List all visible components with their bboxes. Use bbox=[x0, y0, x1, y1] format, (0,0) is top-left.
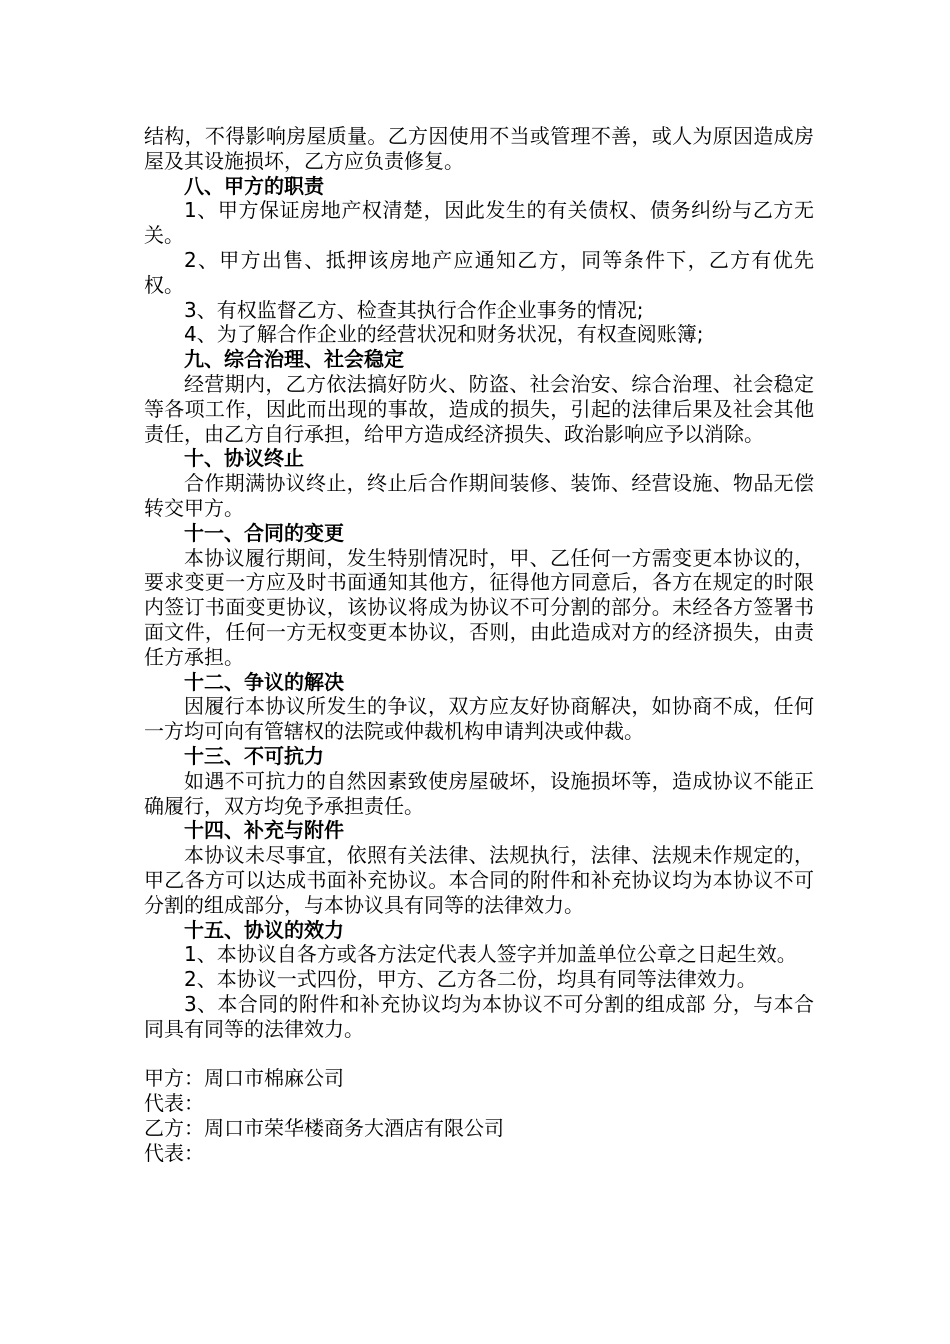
section-15-paragraph-3: 3、本合同的附件和补充协议均为本协议不可分割的组成部 分，与本合同具有同等的法律效力。 bbox=[144, 991, 814, 1041]
section-8-paragraph-4: 4、为了解合作企业的经营状况和财务状况，有权查阅账簿; bbox=[184, 322, 704, 347]
document-body bbox=[144, 124, 814, 1165]
section-11-paragraph-1: 本协议履行期间，发生特别情况时，甲、乙任何一方需变更本协议的，要求变更一方应及时书面通知其他方，征得他方同意后，各方在规定的时限内签订书面变更协议，该协议将成为协议不可分割的部分。未经各方签署书面文件，任何一方无权变更本协议，否则，由此造成对方的经济损失，由责任方承担。 bbox=[144, 545, 814, 669]
section-15-heading: 十五、协议的效力 bbox=[184, 917, 344, 942]
party-a-name: 甲方：周口市棉麻公司 bbox=[144, 1066, 344, 1091]
section-10-paragraph-1: 合作期满协议终止，终止后合作期间装修、装饰、经营设施、物品无偿转交甲方。 bbox=[144, 471, 814, 520]
section-8-paragraph-2: 2、甲方出售、抵押该房地产应通知乙方，同等条件下，乙方有优先权。 bbox=[144, 247, 814, 297]
section-11-heading: 十一、合同的变更 bbox=[184, 520, 344, 545]
intro-paragraph: 结构，不得影响房屋质量。乙方因使用不当或管理不善，或人为原因造成房屋及其设施损坏，乙方应负责修复。 bbox=[144, 124, 814, 173]
section-8-heading: 八、甲方的职责 bbox=[184, 173, 324, 198]
section-10-heading: 十、协议终止 bbox=[184, 446, 304, 471]
section-12-heading: 十二、争议的解决 bbox=[184, 669, 344, 694]
section-8-paragraph-3: 3、有权监督乙方、检查其执行合作企业事务的情况; bbox=[184, 297, 644, 322]
party-a-representative: 代表： bbox=[144, 1091, 204, 1116]
party-b-representative: 代表： bbox=[144, 1140, 204, 1165]
section-9-paragraph-1: 经营期内，乙方依法搞好防火、防盗、社会治安、综合治理、社会稳定等各项工作，因此而出现的事故，造成的损失，引起的法律后果及社会其他责任，由乙方自行承担，给甲方造成经济损失、政治影响应予以消除。 bbox=[144, 371, 814, 446]
section-13-heading: 十三、不可抗力 bbox=[184, 743, 324, 768]
section-14-paragraph-1: 本协议未尽事宜，依照有关法律、法规执行，法律、法规未作规定的，甲乙各方可以达成书面补充协议。本合同的附件和补充协议均为本协议不可分割的组成部分，与本协议具有同等的法律效力。 bbox=[144, 843, 814, 917]
party-b-name: 乙方：周口市荣华楼商务大酒店有限公司 bbox=[144, 1115, 504, 1140]
section-12-paragraph-1: 因履行本协议所发生的争议，双方应友好协商解决，如协商不成，任何一方均可向有管辖权的法院或仲裁机构申请判决或仲裁。 bbox=[144, 694, 814, 744]
section-15-paragraph-2: 2、本协议一式四份，甲方、乙方各二份，均具有同等法律效力。 bbox=[184, 967, 757, 992]
section-13-paragraph-1: 如遇不可抗力的自然因素致使房屋破坏，设施损坏等，造成协议不能正确履行，双方均免予承担责任。 bbox=[144, 768, 814, 818]
section-8-paragraph-1: 1、甲方保证房地产权清楚，因此发生的有关债权、债务纠纷与乙方无关。 bbox=[144, 198, 814, 248]
section-14-heading: 十四、补充与附件 bbox=[184, 818, 344, 843]
spacer bbox=[144, 1041, 814, 1066]
section-15-paragraph-1: 1、本协议自各方或各方法定代表人签字并加盖单位公章之日起生效。 bbox=[184, 942, 797, 967]
section-9-heading: 九、综合治理、社会稳定 bbox=[184, 347, 404, 372]
